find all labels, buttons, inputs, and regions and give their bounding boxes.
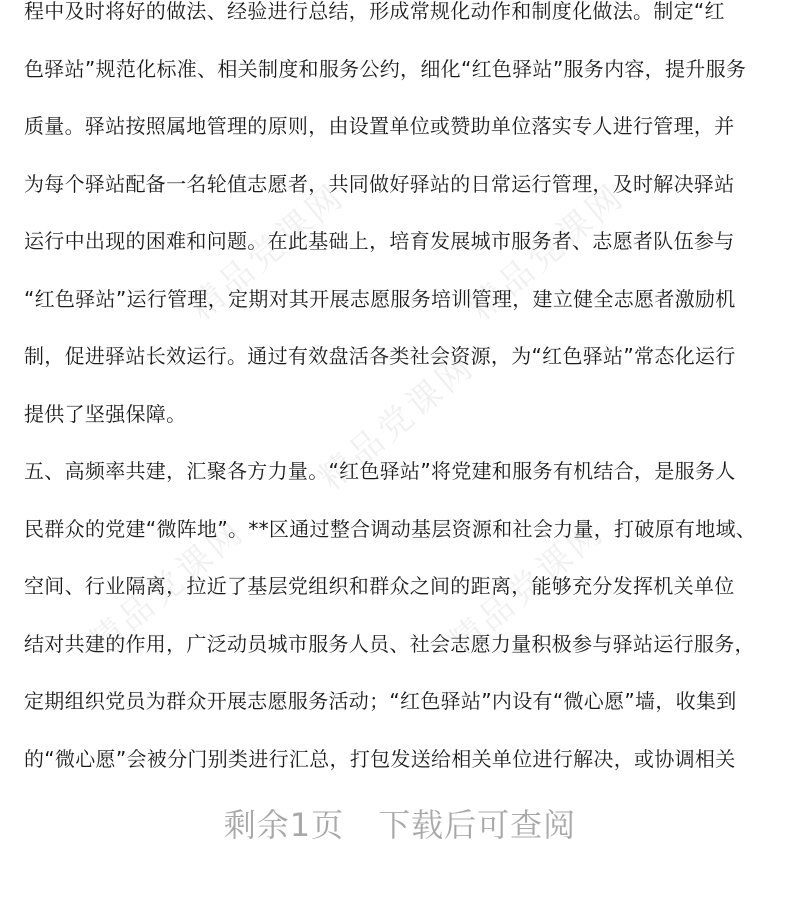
text-line: 结对共建的作用，广泛动员城市服务人员、社会志愿力量积极参与驿站运行服务， — [24, 631, 755, 656]
text-line: 提供了坚强保障。 — [24, 401, 187, 426]
text-line: “红色驿站”运行管理，定期对其开展志愿服务培训管理，建立健全志愿者激励机 — [24, 286, 736, 311]
watermark: 精品党课网 — [461, 175, 633, 329]
text-line: 色驿站”规范化标准、相关制度和服务公约，细化“红色驿站”服务内容，提升服务 — [24, 56, 747, 81]
text-line: 五、高频率共建，汇聚各方力量。“红色驿站”将党建和服务有机结合，是服务人 — [24, 459, 736, 483]
text-line: 的“微心愿”会被分门别类进行汇总，打包发送给相关单位进行解决，或协调相关 — [24, 746, 736, 771]
download-prompt[interactable] — [0, 800, 800, 846]
document-body — [24, 0, 776, 788]
text-line: 程中及时将好的做法、经验进行总结，形成常规化动作和制度化做法。制定“红 — [24, 0, 725, 23]
text-line: 为每个驿站配备一名轮值志愿者，共同做好驿站的日常运行管理，及时解决驿站 — [24, 171, 735, 196]
text-line: 运行中出现的困难和问题。在此基础上，培育发展城市服务者、志愿者队伍参与 — [24, 229, 735, 253]
text-line: 定期组织党员为群众开展志愿服务活动；“红色驿站”内设有“微心愿”墙，收集到 — [24, 689, 737, 713]
download-to-view-label[interactable]: 下载后可查阅 — [378, 806, 577, 844]
text-line: 制，促进驿站长效运行。通过有效盘活各类社会资源，为“红色驿站”常态化运行 — [24, 344, 736, 368]
text-line: 质量。驿站按照属地管理的原则，由设置单位或赞助单位落实专人进行管理，并 — [24, 114, 735, 138]
watermark: 精品党课网 — [181, 175, 353, 329]
text-line: 空间、行业隔离，拉近了基层党组织和群众之间的距离，能够充分发挥机关单位 — [24, 574, 735, 598]
watermark: 精品党课网 — [81, 510, 253, 664]
remaining-pages-label: 剩余1页 — [223, 806, 345, 844]
text-line: 民群众的党建“微阵地”。**区通过整合调动基层资源和社会力量，打破原有地域、 — [24, 516, 757, 541]
watermark: 精品党课网 — [311, 345, 483, 499]
watermark: 精品党课网 — [441, 510, 613, 664]
